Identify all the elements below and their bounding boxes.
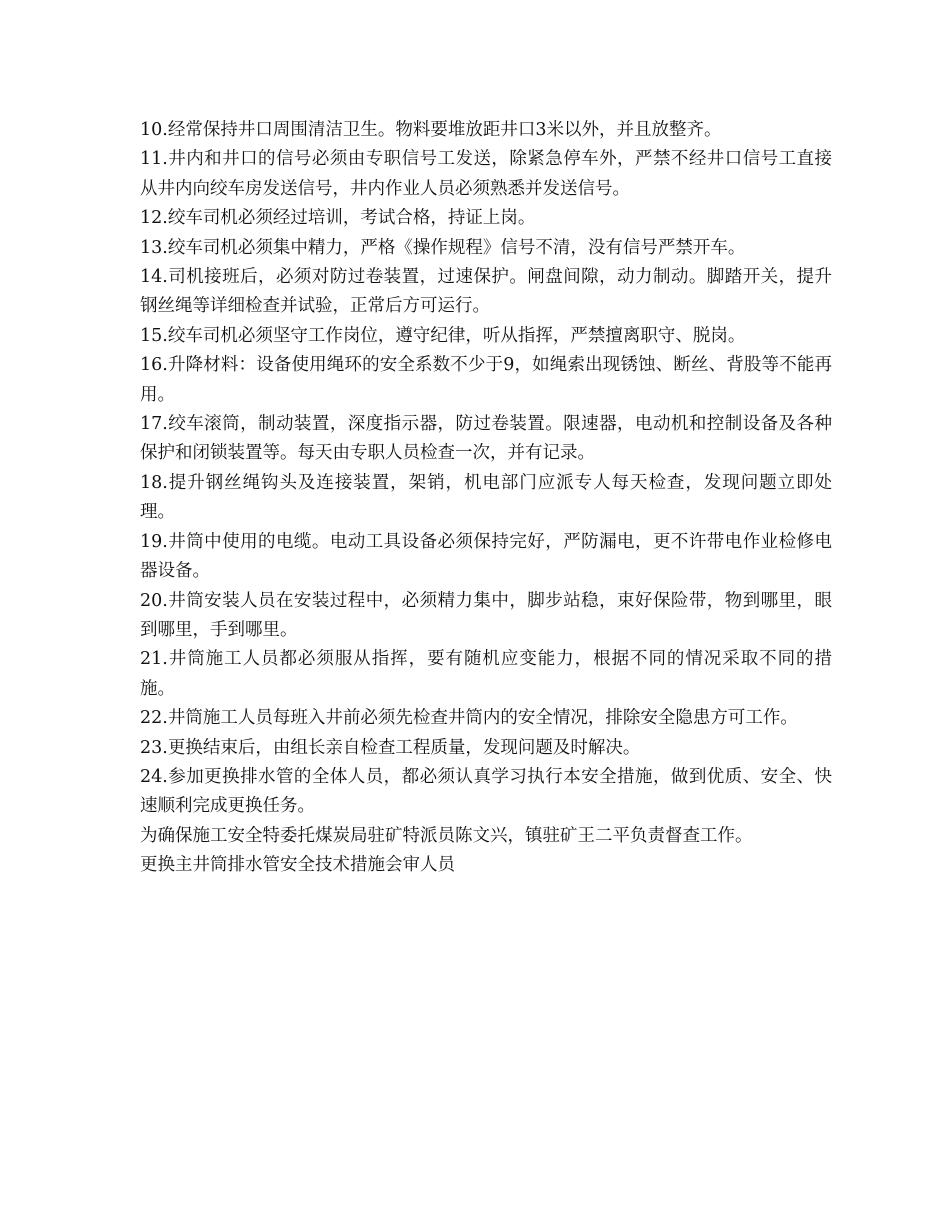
paragraph-item-24: 24.参加更换排水管的全体人员，都必须认真学习执行本安全措施，做到优质、安全、快速顺利完成更换任务。 xyxy=(140,766,832,817)
paragraph-item-20: 20.井筒安装人员在安装过程中，必须精力集中，脚步站稳，束好保险带，物到哪里，眼到哪里，手到哪里。 xyxy=(140,590,832,640)
paragraph-item-16: 16.升降材料：设备使用绳环的安全系数不少于9，如绳索出现锈蚀、断丝、背股等不能再用。 xyxy=(140,355,832,405)
paragraph-item-10: 10.经常保持井口周围清洁卫生。物料要堆放距井口3米以外，并且放整齐。 xyxy=(140,120,722,140)
paragraph-item-23: 23.更换结束后，由组长亲自检查工程质量，发现问题及时解决。 xyxy=(140,737,641,758)
paragraph-item-21: 21.井筒施工人员都必须服从指挥，要有随机应变能力，根据不同的情况采取不同的措施。 xyxy=(140,649,832,699)
paragraph-item-19: 19.井筒中使用的电缆。电动工具设备必须保持完好，严防漏电，更不许带电作业检修电器设备。 xyxy=(140,531,832,582)
supervision-statement: 为确保施工安全特委托煤炭局驻矿特派员陈文兴，镇驻矿王二平负责督查工作。 xyxy=(140,825,753,846)
paragraph-item-18: 18.提升钢丝绳钩头及连接装置，架销，机电部门应派专人每天检查，发现问题立即处理。 xyxy=(140,472,832,523)
paragraph-item-11: 11.井内和井口的信号必须由专职信号工发送，除紧急停车外，严禁不经井口信号工直接从井内向绞车房发送信号，井内作业人员必须熟悉并发送信号。 xyxy=(140,149,832,199)
paragraph-item-14: 14.司机接班后，必须对防过卷装置，过速保护。闸盘间隙，动力制动。脚踏开关，提升钢丝绳等详细检查并试验，正常后方可运行。 xyxy=(140,267,832,317)
paragraph-item-15: 15.绞车司机必须坚守工作岗位，遵守纪律，听从指挥，严禁擅离职守、脱岗。 xyxy=(140,325,746,346)
document-body xyxy=(140,116,832,881)
review-personnel-heading: 更换主井筒排水管安全技术措施会审人员 xyxy=(140,855,455,876)
paragraph-item-22: 22.井筒施工人员每班入井前必须先检查井筒内的安全情况，排除安全隐患方可工作。 xyxy=(140,708,798,729)
paragraph-item-13: 13.绞车司机必须集中精力，严格《操作规程》信号不清，没有信号严禁开车。 xyxy=(140,237,746,258)
paragraph-item-12: 12.绞车司机必须经过培训，考试合格，持证上岗。 xyxy=(140,208,536,229)
paragraph-item-17: 17.绞车滚筒，制动装置，深度指示器，防过卷装置。限速器，电动机和控制设备及各种保护和闭锁装置等。每天由专职人员检查一次，并有记录。 xyxy=(140,414,832,464)
